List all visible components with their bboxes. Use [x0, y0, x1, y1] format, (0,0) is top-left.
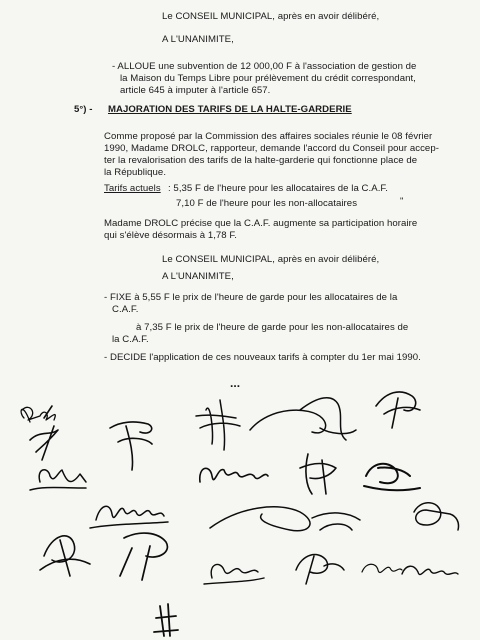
- signatures-block: [0, 370, 480, 640]
- signature-6: [376, 392, 420, 428]
- council-deliberation-line-2: Le CONSEIL MUNICIPAL, après en avoir délibéré,: [162, 254, 380, 265]
- ditto-mark: ": [400, 196, 404, 207]
- signature-4: [196, 400, 240, 450]
- fixe-line-2: C.A.F.: [112, 304, 139, 315]
- precision-line-2: qui s'élève désormais à 1,78 F.: [104, 230, 237, 241]
- paragraph-line-3: ter la revalorisation des tarifs de la halte-garderie qui fonctionne place de: [104, 155, 418, 166]
- signature-3: [110, 422, 152, 470]
- fixe-line-3: à 7,35 F le prix de l'heure de garde pour les non-allocataires de: [136, 322, 409, 333]
- signature-8: [200, 468, 268, 482]
- signature-16: [204, 564, 264, 584]
- signature-15: [120, 533, 167, 580]
- subsidy-line-2: la Maison du Temps Libre pour prélèvement du crédit correspondant,: [120, 73, 416, 84]
- signature-14: [40, 536, 90, 576]
- ellipsis: ...: [230, 376, 241, 390]
- section-title: MAJORATION DES TARIFS DE LA HALTE-GARDERIE: [108, 104, 352, 115]
- tarif-line-2: 7,10 F de l'heure pour les non-allocataires: [176, 198, 358, 209]
- precision-line-1: Madame DROLC précise que la C.A.F. augmente sa participation horaire: [104, 218, 418, 229]
- signature-5: [250, 398, 356, 440]
- tarifs-actuels-label: Tarifs actuels: [104, 183, 161, 194]
- council-deliberation-line-1: Le CONSEIL MUNICIPAL, après en avoir délibéré,: [162, 11, 380, 22]
- signature-10: [364, 464, 420, 490]
- paragraph-line-4: la République.: [104, 167, 167, 178]
- tarif-line-1: : 5,35 F de l'heure pour les allocataires de la C.A.F.: [168, 183, 388, 194]
- signature-7: [30, 470, 86, 490]
- fixe-line-4: la C.A.F.: [112, 334, 149, 345]
- section-number: 5°) -: [74, 104, 93, 115]
- signature-17: [296, 555, 344, 584]
- signature-9: [300, 454, 336, 494]
- unanimity-line-2: A L'UNANIMITE,: [162, 271, 234, 282]
- signature-11: [90, 506, 168, 528]
- signature-20: [154, 604, 178, 636]
- signature-13: [414, 503, 459, 530]
- subsidy-line-3: article 645 à imputer à l'article 657.: [120, 85, 271, 96]
- paragraph-line-2: 1990, Madame DROLC, rapporteur, demande l'accord du Conseil pour accep-: [104, 143, 439, 154]
- fixe-line-1: - FIXE à 5,55 F le prix de l'heure de garde pour les allocataires de la: [104, 292, 398, 303]
- paragraph-line-1: Comme proposé par la Commission des affaires sociales réunie le 08 février: [104, 131, 433, 142]
- subsidy-line-1: - ALLOUE une subvention de 12 000,00 F à l'association de gestion de: [112, 61, 417, 72]
- unanimity-line-1: A L'UNANIMITE,: [162, 34, 234, 45]
- signature-18: [362, 564, 402, 572]
- signature-12: [210, 507, 360, 531]
- decide-line: - DECIDE l'application de ces nouveaux tarifs à compter du 1er mai 1990.: [104, 352, 421, 363]
- signature-19: [402, 566, 458, 574]
